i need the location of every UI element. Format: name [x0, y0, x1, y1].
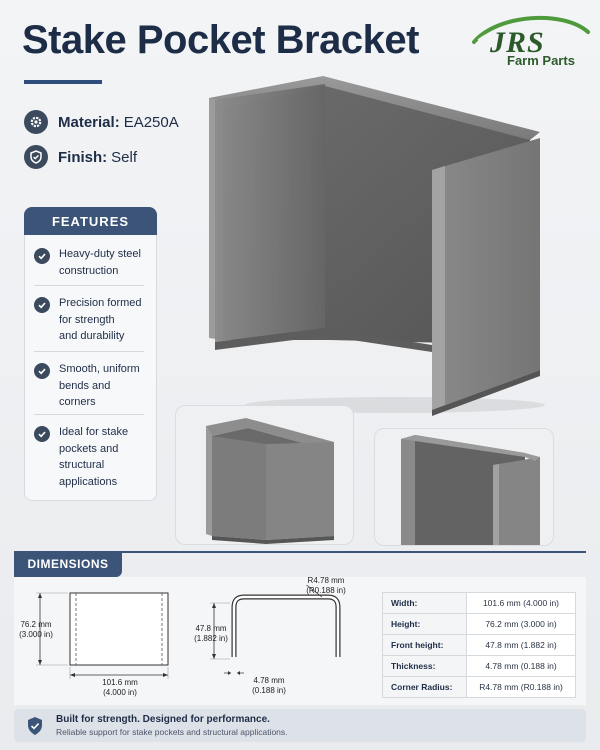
- table-row: Thickness: 4.78 mm (0.188 in): [383, 656, 576, 677]
- thickness-label: 4.78 mm (0.188 in): [252, 676, 286, 695]
- check-icon: [34, 297, 50, 313]
- radius-label: R4.78 mm (R0.188 in): [306, 576, 346, 595]
- angle-view-card: [175, 405, 354, 545]
- feature-item: [34, 246, 150, 279]
- dimensions-heading: DIMENSIONS: [14, 551, 122, 577]
- gear-icon: [24, 110, 48, 134]
- features-heading: FEATURES: [24, 207, 157, 235]
- feature-text: Ideal for stake pockets and structural applications: [59, 426, 129, 488]
- side-height-label: 47.8 mm (1.882 in): [194, 624, 228, 643]
- front-height-label: 76.2 mm (3.000 in): [19, 620, 53, 639]
- bracket-front-image: [375, 429, 554, 546]
- material-label: Material:: [58, 113, 120, 131]
- finish-row: [24, 145, 137, 169]
- feature-item: [34, 424, 150, 490]
- bracket-angle-image: [176, 406, 354, 545]
- feature-text: Precision formed for strength and durability: [59, 297, 142, 342]
- feature-divider: [34, 351, 144, 352]
- front-view-card: [374, 428, 554, 546]
- material-value: EA250A: [123, 113, 179, 131]
- table-row: Width: 101.6 mm (4.000 in): [383, 593, 576, 614]
- table-row: Front height: 47.8 mm (1.882 in): [383, 635, 576, 656]
- footer-subtext: Reliable support for stake pockets and structural applications.: [56, 727, 288, 737]
- logo-main-text: JRS: [490, 26, 545, 59]
- feature-text: Heavy-duty steel construction: [59, 248, 141, 277]
- check-icon: [34, 248, 50, 264]
- bracket-main-image: [195, 70, 555, 420]
- shield-check-icon: [26, 716, 44, 736]
- feature-divider: [34, 414, 144, 415]
- check-icon: [34, 363, 50, 379]
- feature-item: [34, 295, 150, 345]
- finish-label: Finish:: [58, 148, 108, 166]
- title-underline: [24, 80, 102, 84]
- table-row: Corner Radius: R4.78 mm (R0.188 in): [383, 677, 576, 698]
- front-width-label: 101.6 mm (4.000 in): [102, 678, 138, 697]
- finish-value: Self: [111, 148, 138, 166]
- material-row: [24, 110, 179, 134]
- spec-table: [382, 592, 576, 698]
- table-row: Height: 76.2 mm (3.000 in): [383, 614, 576, 635]
- check-icon: [34, 426, 50, 442]
- feature-divider: [34, 285, 144, 286]
- feature-text: Smooth, uniform bends and corners: [59, 363, 140, 408]
- logo-sub-text: Farm Parts: [507, 53, 575, 68]
- shield-icon: [24, 145, 48, 169]
- footer-headline: Built for strength. Designed for performance.: [56, 714, 270, 725]
- footer-banner: [14, 709, 586, 742]
- feature-item: [34, 361, 150, 411]
- page-title: Stake Pocket Bracket: [22, 18, 419, 62]
